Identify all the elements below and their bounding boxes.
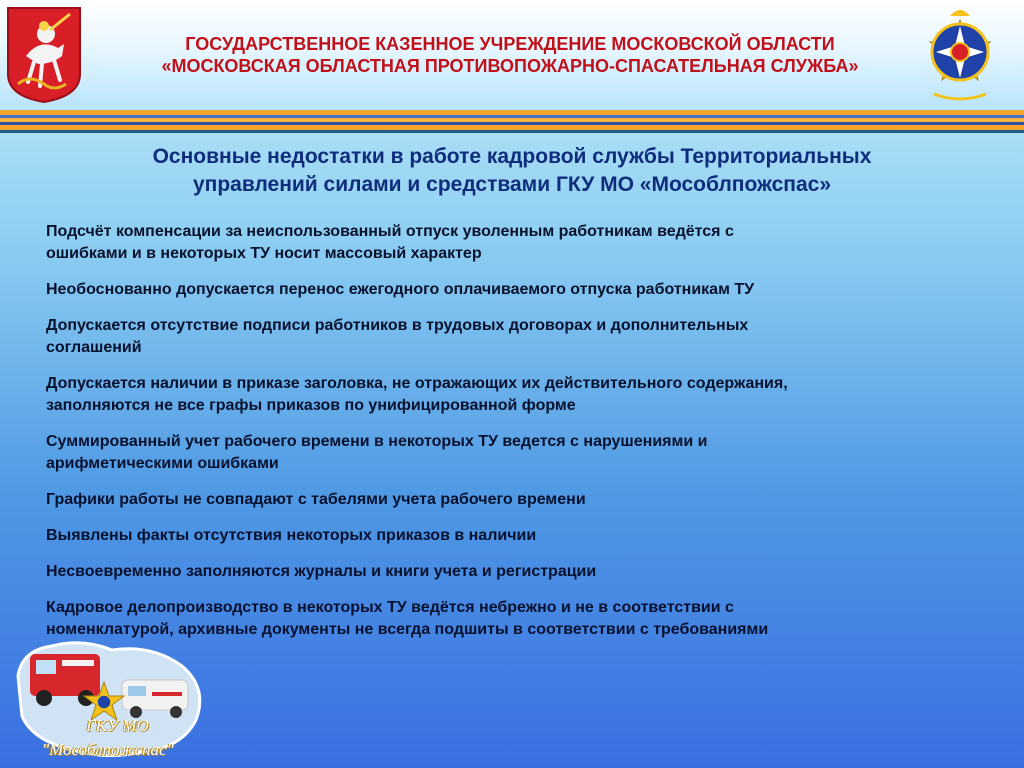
deficiency-list bbox=[46, 221, 986, 655]
list-item bbox=[46, 597, 986, 641]
slide-title-line2: управлений силами и средствами ГКУ МО «Мособлпожспас» bbox=[192, 173, 832, 196]
logo-caption-line1: ГКУ МО bbox=[86, 716, 149, 735]
list-item bbox=[46, 221, 986, 265]
list-item-line: Подсчёт компенсации за неиспользованный отпуск уволенным работникам ведётся с bbox=[46, 223, 734, 240]
slide-title-line1: Основные недостатки в работе кадровой службы Территориальных bbox=[152, 145, 872, 168]
list-item bbox=[46, 279, 986, 301]
list-item-line: арифметическими ошибками bbox=[46, 455, 279, 472]
list-item-line: Допускается наличии в приказе заголовка, не отражающих их действительного содержания, bbox=[46, 375, 788, 392]
list-item-line: Несвоевременно заполняются журналы и книги учета и регистрации bbox=[46, 563, 597, 580]
list-item bbox=[46, 431, 986, 475]
list-item-line: номенклатурой, архивные документы не всегда подшиты в соответствии с требованиями bbox=[46, 621, 769, 638]
logo-caption-line2: "Мособлпожспас" bbox=[42, 740, 174, 759]
list-item-line: заполняются не все графы приказов по унифицированной форме bbox=[46, 397, 576, 414]
list-item bbox=[46, 561, 986, 583]
org-title-line2: «МОСКОВСКАЯ ОБЛАСТНАЯ ПРОТИВОПОЖАРНО-СПАСАТЕЛЬНАЯ СЛУЖБА» bbox=[161, 56, 859, 76]
list-item-line: Необоснованно допускается перенос ежегодного оплачиваемого отпуска работникам ТУ bbox=[46, 281, 755, 298]
header-bar bbox=[0, 0, 1024, 110]
list-item-line: Суммированный учет рабочего времени в некоторых ТУ ведется с нарушениями и bbox=[46, 433, 708, 450]
list-item bbox=[46, 489, 986, 511]
moscow-oblast-coat-of-arms-icon bbox=[4, 4, 84, 104]
org-title-line1: ГОСУДАРСТВЕННОЕ КАЗЕННОЕ УЧРЕЖДЕНИЕ МОСКОВСКОЙ ОБЛАСТИ bbox=[185, 34, 835, 54]
list-item bbox=[46, 525, 986, 547]
list-item bbox=[46, 315, 986, 359]
list-item-line: ошибками и в некоторых ТУ носит массовый характер bbox=[46, 245, 482, 262]
slide-title bbox=[40, 143, 984, 199]
list-item-line: соглашений bbox=[46, 339, 142, 356]
list-item-line: Кадровое делопроизводство в некоторых ТУ ведётся небрежно и не в соответствии с bbox=[46, 599, 734, 616]
list-item-line: Допускается отсутствие подписи работников в трудовых договорах и дополнительных bbox=[46, 317, 749, 334]
list-item-line: Графики работы не совпадают с табелями учета рабочего времени bbox=[46, 491, 586, 508]
fire-rescue-emblem-icon bbox=[920, 2, 1000, 104]
list-item-line: Выявлены факты отсутствия некоторых приказов в наличии bbox=[46, 527, 537, 544]
list-item bbox=[46, 373, 986, 417]
